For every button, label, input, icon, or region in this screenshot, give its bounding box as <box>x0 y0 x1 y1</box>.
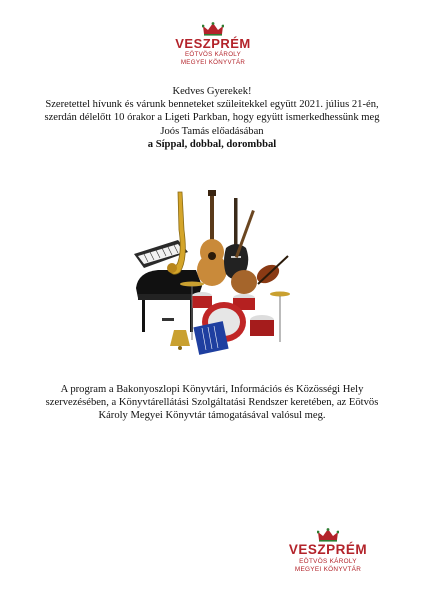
acoustic-guitar-icon <box>197 190 227 286</box>
organizer-text <box>40 383 384 423</box>
event-title: a Síppal, dobbal, dorombbal <box>147 138 277 150</box>
logo-subtitle-2: MEGYEI KÖNYVTÁR <box>294 565 362 573</box>
logo-subtitle-1: EÖTVÖS KÁROLY <box>184 51 242 58</box>
logo-name: VESZPRÉM <box>175 36 251 51</box>
invitation-text <box>40 85 384 151</box>
invitation-body: Szeretettel hívunk és várunk benneteket szüleitekkel együtt 2021. július 21-én, szerdán délelőtt 10 órakor a Ligeti Parkban, hogy együtt ismerkedhessünk meg Joós Tamás előadásában <box>44 99 380 137</box>
crown-icon <box>202 22 224 36</box>
library-logo-top <box>168 22 258 66</box>
logo-name: VESZPRÉM <box>288 542 368 557</box>
library-logo-bottom <box>282 528 374 573</box>
saxophone-icon <box>167 192 185 274</box>
organizer-paragraph: A program a Bakonyoszlopi Könyvtári, Információs és Közösségi Hely szervezésében, a Könyvtárellátási Szolgáltatási Rendszer keretében, az Eötvös Károly Megyei Könyvtár támogatásával valósul meg. <box>45 384 379 422</box>
greeting: Kedves Gyerekek! <box>172 86 252 97</box>
bell-icon <box>170 330 190 350</box>
violin-icon <box>254 256 288 287</box>
logo-subtitle-1: EÖTVÖS KÁROLY <box>299 557 357 565</box>
musical-instruments-image <box>132 190 292 358</box>
logo-subtitle-2: MEGYEI KÖNYVTÁR <box>180 59 246 67</box>
accordion-icon <box>193 321 228 355</box>
crown-icon <box>317 528 339 542</box>
